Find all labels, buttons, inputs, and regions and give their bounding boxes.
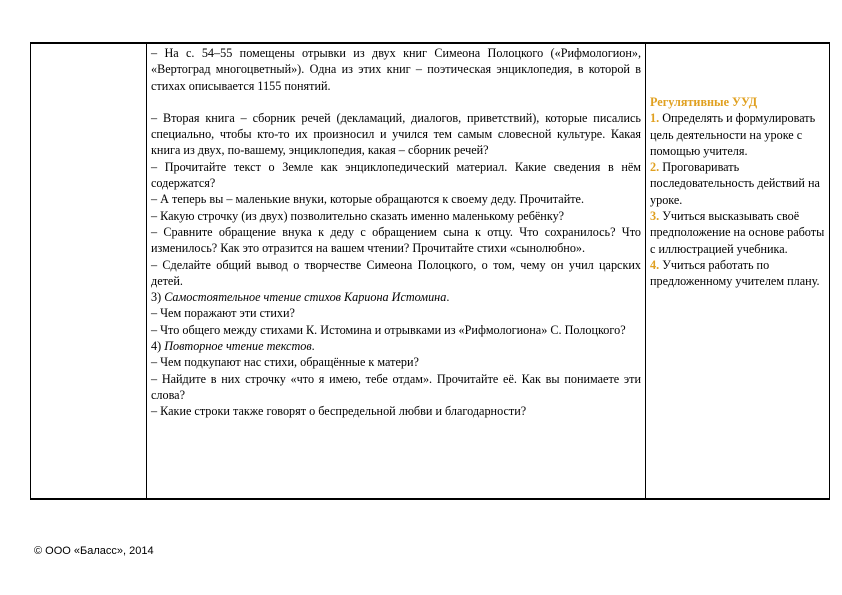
section-heading-4 <box>151 338 641 354</box>
uud-item-number: 2. <box>650 160 660 175</box>
paragraph: – На с. 54–55 помещены отрывки из двух книг Симеона Полоцкого («Рифмологион», «Вертоград многоцветный»). Одна из этих книг – поэтическая энциклопедия, в которой в стихах описывается 1155 понятий. <box>151 46 641 93</box>
section-title: Повторное чтение текстов <box>164 339 312 354</box>
section-heading-3 <box>151 289 641 305</box>
uud-item <box>650 257 825 290</box>
section-title: Самостоятельное чтение стихов Кариона Истомина <box>164 290 447 305</box>
section-end: . <box>446 290 450 305</box>
section-end: . <box>311 339 315 354</box>
paragraph: – Чем подкупают нас стихи, обращённые к матери? <box>151 355 419 370</box>
uud-item-text: Определять и формулировать цель деятельности на уроке с помощью учителя. <box>650 111 816 158</box>
section-number: 3) <box>151 290 162 305</box>
uud-item-text: Учиться работать по предложенному учителем плану. <box>650 257 820 289</box>
uud-item-number: 1. <box>650 111 660 126</box>
paragraph: – Прочитайте текст о Земле как энциклопедический материал. Какие сведения в нём содержатся? <box>151 159 641 191</box>
paragraph: – Найдите в них строчку «что я имею, тебе отдам». Прочитайте её. Как вы понимаете эти слова? <box>151 371 641 402</box>
paragraph: – Что общего между стихами К. Истомина и отрывками из «Рифмологиона» С. Полоцкого? <box>151 322 626 337</box>
paragraph: – Какую строчку (из двух) позволительно сказать именно маленькому ребёнку? <box>151 208 565 223</box>
stage-column-cell <box>31 43 147 499</box>
copyright-footer: © ООО «Баласс», 2014 <box>34 545 154 557</box>
paragraph: – Сделайте общий вывод о творчестве Симеона Полоцкого, о том, чему он учил царских детей. <box>151 257 641 288</box>
uud-item <box>650 159 825 208</box>
uud-item-number: 3. <box>650 209 660 224</box>
uud-item-text: Учиться высказывать своё предположение на основе работы с иллюстрацией учебника. <box>650 209 825 256</box>
section-number: 4) <box>151 339 162 354</box>
uud-list <box>650 94 825 290</box>
paragraph: – Сравните обращение внука к деду с обращением сына к отцу. Что сохранилось? Что изменилось? Как это отразится на вашем чтении? Прочитайте стихи «сынолюбно». <box>151 224 641 256</box>
activity-column-cell <box>147 43 646 499</box>
uud-item <box>650 110 825 159</box>
paragraph: – А теперь вы – маленькие внуки, которые обращаются к своему деду. Прочитайте. <box>151 192 584 207</box>
paragraph: – Вторая книга – сборник речей (декламаций, диалогов, приветствий), которые писались специально, чтобы кто-то их произносил и учился тем самым словесной культуре. Какая книга из двух, по-вашему, энциклопедия, какая – сборник речей? <box>151 110 641 158</box>
table-row <box>31 43 830 499</box>
uud-item-text: Проговаривать последовательность действий на уроке. <box>650 160 820 207</box>
activity-text <box>151 45 641 420</box>
paragraph: – Чем поражают эти стихи? <box>151 306 295 321</box>
uud-item <box>650 208 825 257</box>
paragraph: – Какие строки также говорят о беспредельной любви и благодарности? <box>151 404 527 419</box>
lesson-table <box>30 42 830 500</box>
uud-title: Регулятивные УУД <box>650 95 758 109</box>
uud-item-number: 4. <box>650 257 660 272</box>
uud-column-cell <box>646 43 830 499</box>
